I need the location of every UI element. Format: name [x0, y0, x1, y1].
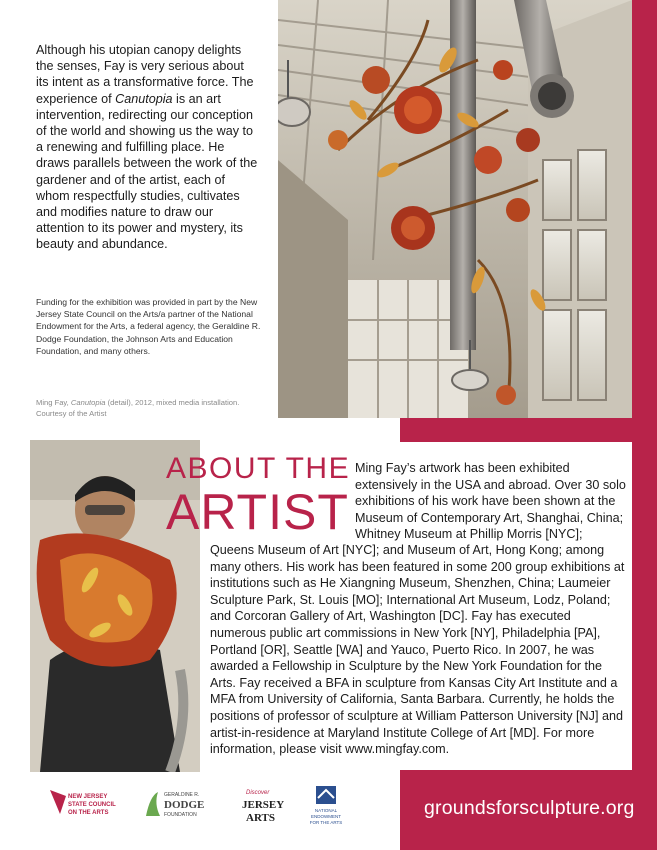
intro-text-2: is an art intervention, redirecting our conception of the world and showing us the way to a renewing and fulfilling place. He draws parallels between the work of the gardener and of the artist, each of whom respectfully studies, cultivates and modifies nature to draw our attention to its power and mystery, its beauty and abundance.	[36, 91, 258, 252]
heading-line-1: ABOUT THE	[166, 452, 351, 485]
website-url[interactable]: groundsforsculpture.org	[424, 797, 635, 819]
bio-paragraph-bottom: Queens Museum of Art [NYC]; and Museum of Art, Hong Kong; among many others. His work has been featured in some 200 group exhibitions at institutions such as He Xiangning Museum, Shenzhen, China; Laumeier Sculpture Park, St. Louis [MO]; International Art Museum, Lodz, Poland; and Corcoran Gallery of Art, Washington [DC]. Fay has executed numerous public art commissions in New York [NY], Philadelphia [PA], Portland [OR], Seattle [WA] and Yauco, Puerto Rico. In 2007, he was awarded a Fellowship in Sculpture by the New York Foundation for the Arts. Fay received a BFA in sculpture from Kansas City Art Institute and a MFA from University of California, Santa Barbara. Currently, he holds the positions of professor of sculpture at William Patterson University [NJ] and artist-in-residence at Maryland Institute College of Art [MD]. For more information, please visit www.mingfay.com.	[210, 543, 625, 757]
caption-artist: Ming Fay,	[36, 398, 71, 407]
funding-note: Funding for the exhibition was provided in part by the New Jersey State Council on the Arts/a partner of the National Endowment for the Arts, a federal agency, the Geraldine R. Dodge Foundation, the Johnson Arts and Education Foundation, and many others.	[36, 297, 261, 356]
dodge-line-1: GERALDINE R.	[164, 792, 200, 798]
intro-paragraph	[36, 42, 258, 253]
nea-line-3: FOR THE ARTS	[309, 820, 343, 825]
njsca-line-1: NEW JERSEY	[68, 794, 108, 800]
about-artist-heading	[166, 452, 350, 538]
jersey-arts-logo	[238, 786, 288, 826]
jersey-arts-line-2: JERSEY	[242, 799, 285, 811]
heading-line-2: ARTIST	[166, 484, 349, 540]
jersey-arts-line-1: Discover	[246, 790, 270, 796]
njsca-line-2: STATE COUNCIL	[68, 802, 116, 808]
caption-detail: (detail), 2012, mixed media installation.	[105, 398, 240, 407]
installation-photo	[278, 0, 632, 418]
njsca-logo	[46, 786, 116, 822]
njsca-line-3: ON THE ARTS	[68, 810, 109, 816]
photo-caption	[36, 398, 286, 419]
nea-line-2: ENDOWMENT	[311, 814, 341, 819]
intro-artwork-title: Canutopia	[115, 91, 173, 106]
caption-credit: Courtesy of the Artist	[36, 408, 107, 418]
jersey-arts-line-3: ARTS	[246, 812, 275, 824]
caption-title: Canutopia	[70, 398, 106, 407]
accent-band-middle	[400, 418, 657, 442]
bio-paragraph-top: Ming Fay’s artwork has been exhibited extensively in the USA and abroad. Over 30 solo exhibitions of his work have been shown at the Museum of Contemporary Art, Shanghai, China; Whitney Museum at Phillip Morris [NYC];	[355, 461, 626, 542]
nea-line-1: NATIONAL	[314, 808, 338, 813]
nea-logo	[308, 786, 348, 832]
dodge-line-2: DODGE	[164, 799, 205, 811]
dodge-foundation-logo	[142, 786, 212, 822]
dodge-line-3: FOUNDATION	[164, 812, 197, 818]
intro-text-1: Although his utopian canopy delights the senses, Fay is very serious about its intent as a transformative force. The experience of	[36, 43, 254, 106]
